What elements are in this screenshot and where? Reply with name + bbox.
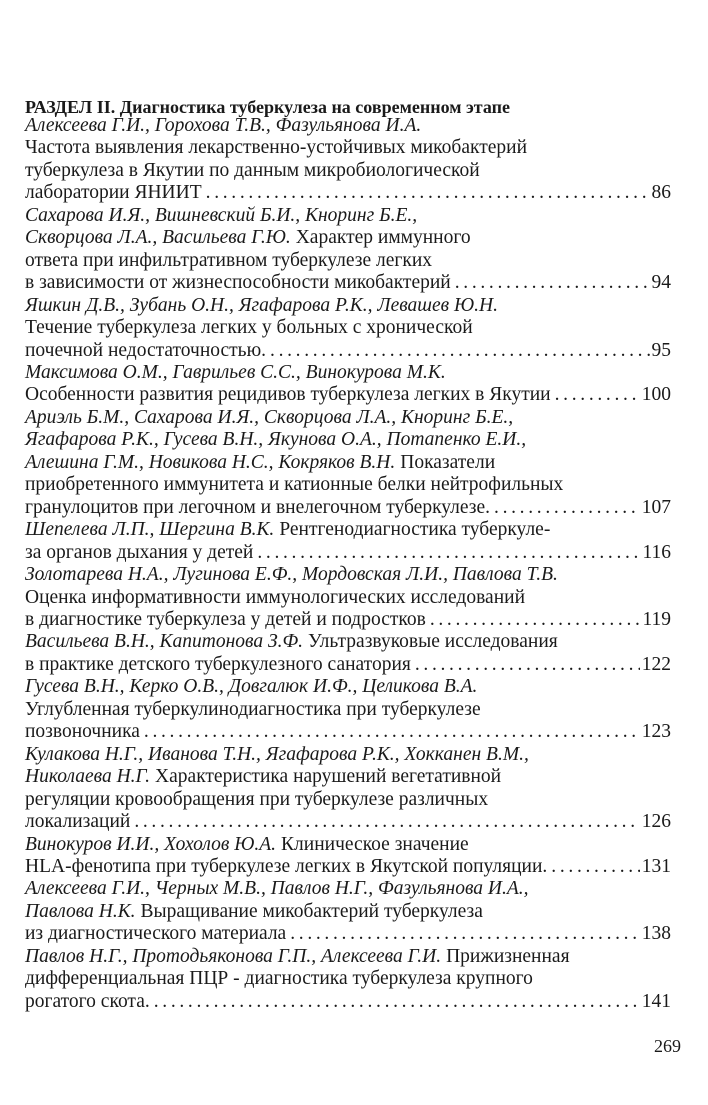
dot-leader	[455, 272, 650, 294]
toc-entry-line	[25, 272, 671, 294]
entry-authors: Максимова О.М., Гаврильев С.С., Винокурова М.К.	[25, 361, 446, 383]
dot-leader	[257, 542, 640, 564]
entry-authors: Ариэль Б.М., Сахарова И.Я., Скворцова Л.А., Кноринг Б.Е.,	[25, 406, 514, 428]
entry-authors: Николаева Н.Г.	[25, 766, 151, 788]
toc-entry-line	[25, 968, 671, 990]
page-number: 269	[654, 1036, 681, 1056]
entry-title: Показатели	[400, 451, 496, 473]
entry-title: позвоночника	[25, 721, 140, 743]
entry-page-number: 100	[641, 384, 671, 406]
entry-title: локализаций	[25, 811, 131, 833]
dot-leader	[494, 497, 640, 519]
entry-title: Углубленная туберкулинодиагностика при туберкулезе	[25, 698, 481, 720]
toc-entry-line	[25, 878, 671, 900]
toc-entry-line	[25, 250, 671, 272]
dot-leader	[134, 811, 639, 833]
toc-entry-line	[25, 362, 671, 384]
entry-title: в практике детского туберкулезного санатория	[25, 653, 411, 675]
entry-title: приобретенного иммунитета и катионные белки нейтрофильных	[25, 474, 564, 496]
entry-authors: Ягафарова Р.К., Гусева В.Н., Якунова О.А., Потапенко Е.И.,	[25, 429, 527, 451]
entry-title: за органов дыхания у детей	[25, 541, 254, 563]
entry-title: Прижизненная	[446, 945, 570, 967]
dot-leader	[551, 856, 639, 878]
entry-title: из диагностического материала	[25, 923, 287, 945]
entry-title: почечной недостаточностью.	[25, 339, 267, 361]
entry-title: Ультразвуковые исследования	[308, 631, 558, 653]
dot-leader	[430, 609, 641, 631]
entry-authors: Яшкин Д.В., Зубань О.Н., Ягафарова Р.К., Левашев Ю.Н.	[25, 294, 498, 316]
entry-page-number: 86	[651, 182, 671, 204]
entry-title: Особенности развития рецидивов туберкулеза легких в Якутии	[25, 384, 551, 406]
entry-title: Оценка информативности иммунологических исследований	[25, 586, 526, 608]
entry-title: Характеристика нарушений вегетативной	[155, 766, 502, 788]
toc-entry-line	[25, 182, 671, 204]
dot-leader	[415, 654, 640, 676]
toc-entry-line	[25, 744, 671, 766]
toc-entry-line	[25, 834, 671, 856]
entry-title: Характер иммунного	[295, 227, 471, 249]
toc-entry-line	[25, 429, 671, 451]
table-of-contents	[25, 115, 671, 1013]
toc-entry-line	[25, 811, 671, 833]
toc-entry-line	[25, 384, 671, 406]
toc-entry-line	[25, 721, 671, 743]
entry-title: в диагностике туберкулеза у детей и подростков	[25, 608, 426, 630]
toc-entry-line	[25, 609, 671, 631]
entry-authors: Васильева В.Н., Капитонова З.Ф.	[25, 631, 304, 653]
toc-entry-line	[25, 160, 671, 182]
entry-title: Выращивание микобактерий туберкулеза	[140, 900, 483, 922]
toc-entry-line	[25, 317, 671, 339]
entry-page-number: 95	[651, 339, 671, 361]
entry-page-number: 126	[641, 811, 671, 833]
toc-entry-line	[25, 115, 671, 137]
entry-authors: Павлова Н.К.	[25, 900, 136, 922]
entry-authors: Алексеева Г.И., Горохова Т.В., Фазульянова И.А.	[25, 115, 422, 136]
entry-authors: Шепелева Л.П., Шергина В.К.	[25, 519, 275, 541]
toc-entry-line	[25, 542, 671, 564]
toc-entry-line	[25, 137, 671, 159]
toc-entry-line	[25, 901, 671, 923]
entry-title: Частота выявления лекарственно-устойчивых микобактерий	[25, 137, 528, 159]
entry-title: Клиническое значение	[281, 833, 469, 855]
toc-entry-line	[25, 474, 671, 496]
toc-entry-line	[25, 519, 671, 541]
toc-entry-line	[25, 631, 671, 653]
toc-entry-line	[25, 227, 671, 249]
dot-leader	[270, 340, 649, 362]
toc-entry-line	[25, 946, 671, 968]
entry-page-number: 123	[641, 721, 671, 743]
toc-entry-line	[25, 407, 671, 429]
entry-title: Рентгенодиагностика туберкуле-	[279, 519, 551, 541]
toc-entry-line	[25, 340, 671, 362]
entry-page-number: 116	[642, 541, 671, 563]
toc-entry-line	[25, 856, 671, 878]
toc-entry-line	[25, 991, 671, 1013]
dot-leader	[555, 384, 640, 406]
toc-entry-line	[25, 452, 671, 474]
entry-authors: Алексеева Г.И., Черных М.В., Павлов Н.Г., Фазульянова И.А.,	[25, 878, 529, 900]
entry-title: лаборатории ЯНИИТ	[25, 182, 202, 204]
entry-authors: Золотарева Н.А., Лугинова Е.Ф., Мордовская Л.И., Павлова Т.В.	[25, 564, 558, 586]
toc-entry-line	[25, 699, 671, 721]
toc-entry-line	[25, 587, 671, 609]
toc-entry-line	[25, 205, 671, 227]
entry-title: регуляции кровообращения при туберкулезе различных	[25, 788, 489, 810]
dot-leader	[290, 923, 640, 945]
dot-leader	[144, 721, 640, 743]
toc-entry-line	[25, 789, 671, 811]
entry-page-number: 122	[641, 653, 671, 675]
toc-entry-line	[25, 923, 671, 945]
entry-page-number: 138	[641, 923, 671, 945]
toc-entry-line	[25, 676, 671, 698]
entry-title: Течение туберкулеза легких у больных с хронической	[25, 317, 473, 339]
entry-authors: Алешина Г.М., Новикова Н.С., Кокряков В.Н.	[25, 451, 396, 473]
section-heading: РАЗДЕЛ II. Диагностика туберкулеза на современном этапе	[25, 97, 510, 117]
entry-page-number: 119	[642, 608, 671, 630]
toc-entry-line	[25, 766, 671, 788]
dot-leader	[206, 182, 650, 204]
entry-page-number: 131	[641, 855, 671, 877]
entry-title: дифференциальная ПЦР - диагностика туберкулеза крупного	[25, 968, 533, 990]
entry-title: гранулоцитов при легочном и внелегочном туберкулезе.	[25, 496, 491, 518]
entry-authors: Скворцова Л.А., Васильева Г.Ю.	[25, 227, 291, 249]
entry-authors: Павлов Н.Г., Протодьяконова Г.П., Алексеева Г.И.	[25, 945, 442, 967]
entry-title: туберкулеза в Якутии по данным микробиологической	[25, 159, 480, 181]
entry-page-number: 141	[641, 990, 671, 1012]
entry-authors: Гусева В.Н., Керко О.В., Довгалюк И.Ф., Целикова В.А.	[25, 676, 478, 698]
entry-authors: Кулакова Н.Г., Иванова Т.Н., Ягафарова Р.К., Хокканен В.М.,	[25, 743, 529, 765]
toc-entry-line	[25, 564, 671, 586]
entry-title: ответа при инфильтративном туберкулезе легких	[25, 249, 433, 271]
entry-title: HLA-фенотипа при туберкулезе легких в Якутской популяции.	[25, 855, 548, 877]
entry-title: рогатого скота.	[25, 990, 150, 1012]
entry-authors: Сахарова И.Я., Вишневский Б.И., Кноринг Б.Е.,	[25, 204, 418, 226]
dot-leader	[154, 991, 640, 1013]
toc-entry-line	[25, 497, 671, 519]
toc-entry-line	[25, 295, 671, 317]
entry-page-number: 107	[641, 496, 671, 518]
toc-entry-line	[25, 654, 671, 676]
entry-title: в зависимости от жизнеспособности микобактерий	[25, 272, 451, 294]
entry-authors: Винокуров И.И., Хохолов Ю.А.	[25, 833, 277, 855]
entry-page-number: 94	[651, 272, 671, 294]
